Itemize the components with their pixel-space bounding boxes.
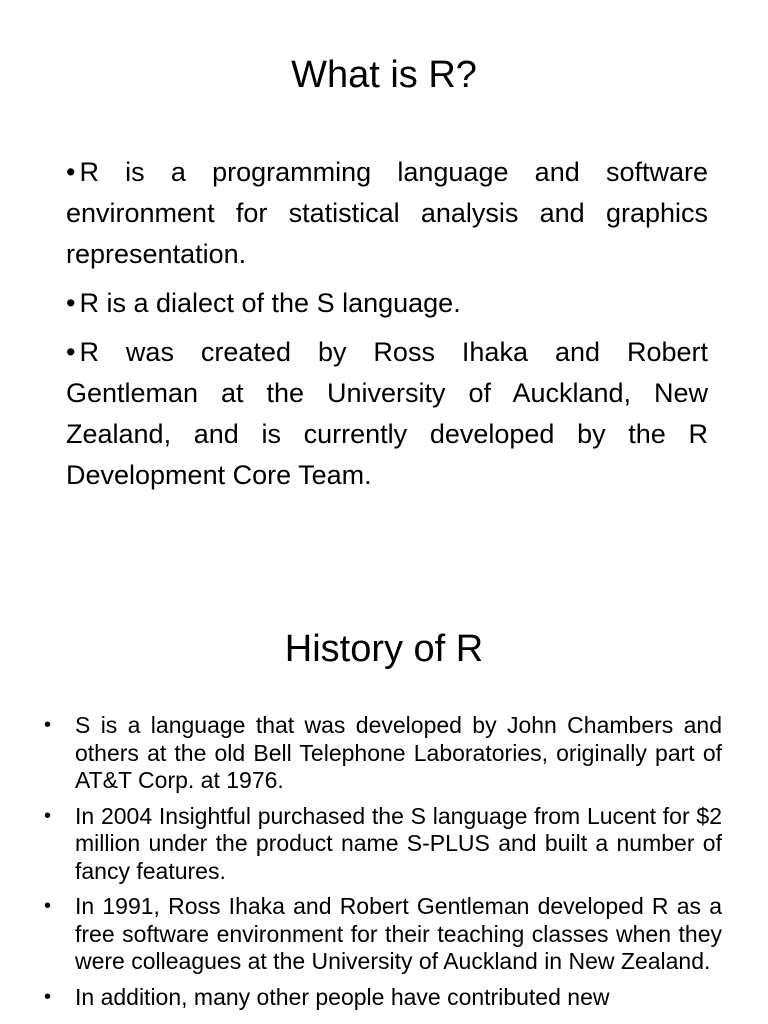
- list-item-text: R is a programming language and software environment for statistical analysis and graphics representation.: [66, 157, 708, 269]
- list-item-text: S is a language that was developed by John Chambers and others at the old Bell Telephone Laboratories, originally part of AT&T Corp. at 1976.: [75, 712, 722, 793]
- bullet-icon: •: [44, 804, 52, 827]
- bullet-icon: •: [66, 288, 76, 318]
- list-item: [66, 332, 708, 496]
- list-item-text: R is a dialect of the S language.: [79, 288, 461, 318]
- list-item-text: In 2004 Insightful purchased the S language from Lucent for $2 million under the product name S-PLUS and built a number of fancy features.: [75, 802, 722, 884]
- bullet-list: [44, 712, 722, 1019]
- list-item: [44, 712, 722, 795]
- list-item-text: R was created by Ross Ihaka and Robert Gentleman at the University of Auckland, New Zealand, and is currently developed by the R Development Core Team.: [66, 337, 708, 490]
- bullet-icon: •: [66, 337, 76, 367]
- slide-history-of-r: [0, 540, 768, 1024]
- list-item-text: In addition, many other people have contributed new: [75, 983, 610, 1010]
- slide-title: What is R?: [291, 54, 477, 96]
- bullet-icon: •: [66, 157, 76, 187]
- bullet-icon: •: [44, 714, 52, 736]
- bullet-list: [66, 152, 708, 504]
- list-item: [44, 803, 722, 886]
- slide-title: History of R: [284, 628, 484, 670]
- bullet-icon: •: [44, 985, 52, 1008]
- list-item: [44, 893, 722, 976]
- list-item: [66, 283, 708, 324]
- list-item-text: In 1991, Ross Ihaka and Robert Gentleman developed R as a free software environment for their teaching classes when they were colleagues at the University of Auckland in New Zealand.: [75, 893, 722, 974]
- list-item: [66, 152, 708, 275]
- bullet-icon: •: [44, 895, 52, 917]
- list-item: [44, 984, 722, 1012]
